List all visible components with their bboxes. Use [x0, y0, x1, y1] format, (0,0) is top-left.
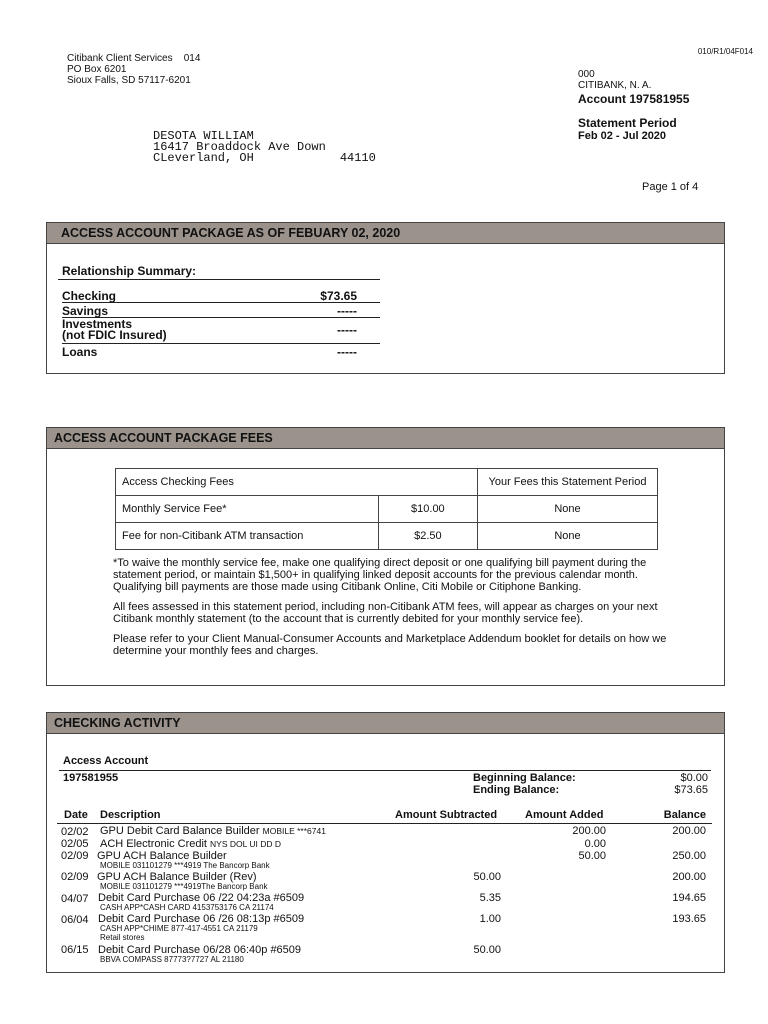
activity-header: CHECKING ACTIVITY: [47, 713, 724, 734]
summary-label-note: (not FDIC Insured): [62, 328, 167, 342]
row-sub-description: MOBILE 031101279 ***4919The Bancorp Bank: [100, 882, 268, 891]
summary-label: Checking: [62, 289, 117, 303]
bank-block: [578, 69, 689, 142]
sender-address: [67, 53, 200, 86]
fees-section: [46, 427, 725, 686]
ending-balance-value: $73.65: [674, 784, 708, 796]
fees-header: ACCESS ACCOUNT PACKAGE FEES: [47, 428, 724, 449]
row-date: 02/09: [61, 850, 89, 862]
row-sub-description: BBVA COMPASS 87773?7727 AL 21180: [100, 955, 244, 964]
fees-col-header: Access Checking Fees: [116, 469, 478, 496]
summary-label: Loans: [62, 345, 98, 359]
fees-table-row: [116, 496, 658, 523]
fee-amount: $2.50: [378, 523, 477, 550]
fees-notes: [113, 557, 683, 665]
summary-row-loans: [62, 345, 380, 358]
activity-section: [46, 712, 725, 973]
row-description: Debit Card Purchase 06 /26 08:13p #6509: [98, 913, 305, 925]
summary-row-investments: [62, 319, 380, 344]
row-desc-main: GPU Debit Card Balance Builder: [100, 825, 260, 837]
col-description: Description: [100, 809, 161, 821]
row-description: [100, 826, 326, 837]
row-date: 04/07: [61, 893, 89, 905]
col-amount-subtracted: Amount Subtracted: [395, 809, 498, 821]
statement-period-label: Statement Period: [578, 116, 677, 130]
col-balance: Balance: [663, 809, 706, 821]
row-balance: 250.00: [672, 850, 706, 862]
row-subtracted: 1.00: [479, 913, 501, 925]
col-amount-added: Amount Added: [525, 809, 604, 821]
form-code: 010/R1/04F014: [697, 47, 753, 56]
activity-account-title: Access Account: [63, 755, 149, 767]
fee-amount: $10.00: [378, 496, 477, 523]
account-number: Account 197581955: [578, 92, 690, 106]
row-balance: 200.00: [672, 871, 706, 883]
row-sub-description: CASH APP*CASH CARD 4153753176 CA 21174: [100, 903, 274, 912]
fees-table-row: [116, 523, 658, 550]
summary-value: -----: [337, 345, 357, 359]
row-added: 0.00: [584, 838, 606, 850]
fees-note-assessed: All fees assessed in this statement period, including non-Citibank ATM fees, will appear as charges on your next Citibank monthly statement (to the account that is currently debited for your monthly service fee).: [113, 601, 658, 625]
ending-balance-label: Ending Balance:: [473, 784, 560, 796]
relationship-summary-title: Relationship Summary:: [62, 264, 197, 278]
fees-table: [115, 468, 658, 550]
activity-header-divider: [57, 823, 712, 824]
row-description: Debit Card Purchase 06 /22 04:23a #6509: [98, 892, 305, 904]
row-balance: 194.65: [672, 892, 706, 904]
summary-label: Savings: [62, 304, 109, 318]
recipient-street: 16417 Broaddock Ave Down: [153, 140, 326, 154]
row-balance: 200.00: [672, 825, 706, 837]
sender-city: Sioux Falls, SD 57117-6201: [67, 75, 191, 86]
recipient-zip: 44110: [339, 151, 376, 165]
summary-value: -----: [337, 304, 357, 318]
row-date: 06/04: [61, 914, 89, 926]
row-description: GPU ACH Balance Builder: [97, 850, 227, 862]
summary-divider: [58, 279, 380, 280]
row-desc-inline: MOBILE ***6741: [262, 826, 326, 836]
fee-yours: None: [478, 523, 658, 550]
row-desc-inline: NYS DOL UI DD D: [210, 839, 282, 849]
page-number: Page 1 of 4: [642, 181, 699, 193]
summary-value: $73.65: [320, 289, 357, 303]
fees-note-waive: *To waive the monthly service fee, make one qualifying direct deposit or one qualifying bill payment during the statement period, or maintain $1,500+ in qualifying linked deposit accounts for the previous calendar month. Qualifying bill payments are those made using Citibank Online, Citi Mobile or Citiphone Banking.: [113, 557, 647, 593]
bank-code: 000: [578, 69, 595, 80]
row-date: 02/05: [61, 838, 89, 850]
activity-account-number: 197581955: [63, 772, 119, 784]
row-sub-description: MOBILE 031101279 ***4919 The Bancorp Bank: [100, 861, 270, 870]
summary-label: Investments: [62, 317, 133, 331]
row-subtracted: 50.00: [473, 871, 501, 883]
sender-code: 014: [183, 53, 201, 64]
row-description: GPU ACH Balance Builder (Rev): [97, 871, 257, 883]
activity-divider: [59, 770, 711, 771]
row-date: 02/09: [61, 871, 89, 883]
fee-name: Fee for non-Citibank ATM transaction: [116, 523, 379, 550]
recipient-address: [153, 131, 376, 164]
row-description: Debit Card Purchase 06/28 06:40p #6509: [98, 944, 302, 956]
beginning-balance-value: $0.00: [680, 772, 708, 784]
row-subtracted: 50.00: [473, 944, 501, 956]
fees-note-refer: Please refer to your Client Manual-Consumer Accounts and Marketplace Addendum booklet for details on how we determine your monthly fees and charges.: [113, 633, 667, 657]
row-subtracted: 5.35: [479, 892, 501, 904]
summary-row-savings: [62, 304, 380, 318]
row-desc-main: ACH Electronic Credit: [100, 838, 207, 850]
row-added: 200.00: [572, 825, 606, 837]
row-balance: 193.65: [672, 913, 706, 925]
recipient-name: DESOTA WILLIAM: [153, 129, 254, 143]
summary-value: -----: [337, 323, 357, 337]
fees-table-header: [116, 469, 658, 496]
bank-name: CITIBANK, N. A.: [578, 80, 652, 91]
row-date: 02/02: [61, 826, 89, 838]
beginning-balance-label: Beginning Balance:: [473, 772, 576, 784]
fee-name: Monthly Service Fee*: [116, 496, 379, 523]
fee-yours: None: [478, 496, 658, 523]
summary-row-checking: [62, 289, 380, 303]
fees-col-header: Your Fees this Statement Period: [478, 469, 658, 496]
sender-po-box: PO Box 6201: [67, 64, 127, 75]
package-section: [46, 222, 725, 374]
col-date: Date: [64, 809, 88, 821]
row-description: [100, 839, 281, 850]
row-sub-description-2: Retail stores: [100, 933, 145, 942]
recipient-city: CLeverland, OH: [153, 151, 254, 165]
row-added: 50.00: [578, 850, 606, 862]
package-header: ACCESS ACCOUNT PACKAGE AS OF FEBUARY 02, 2020: [47, 223, 724, 244]
row-date: 06/15: [61, 944, 89, 956]
sender-name: Citibank Client Services: [67, 53, 173, 64]
row-sub-description: CASH APP*CHIME 877-417-4551 CA 21179: [100, 924, 258, 933]
statement-period-value: Feb 02 - Jul 2020: [578, 130, 667, 142]
